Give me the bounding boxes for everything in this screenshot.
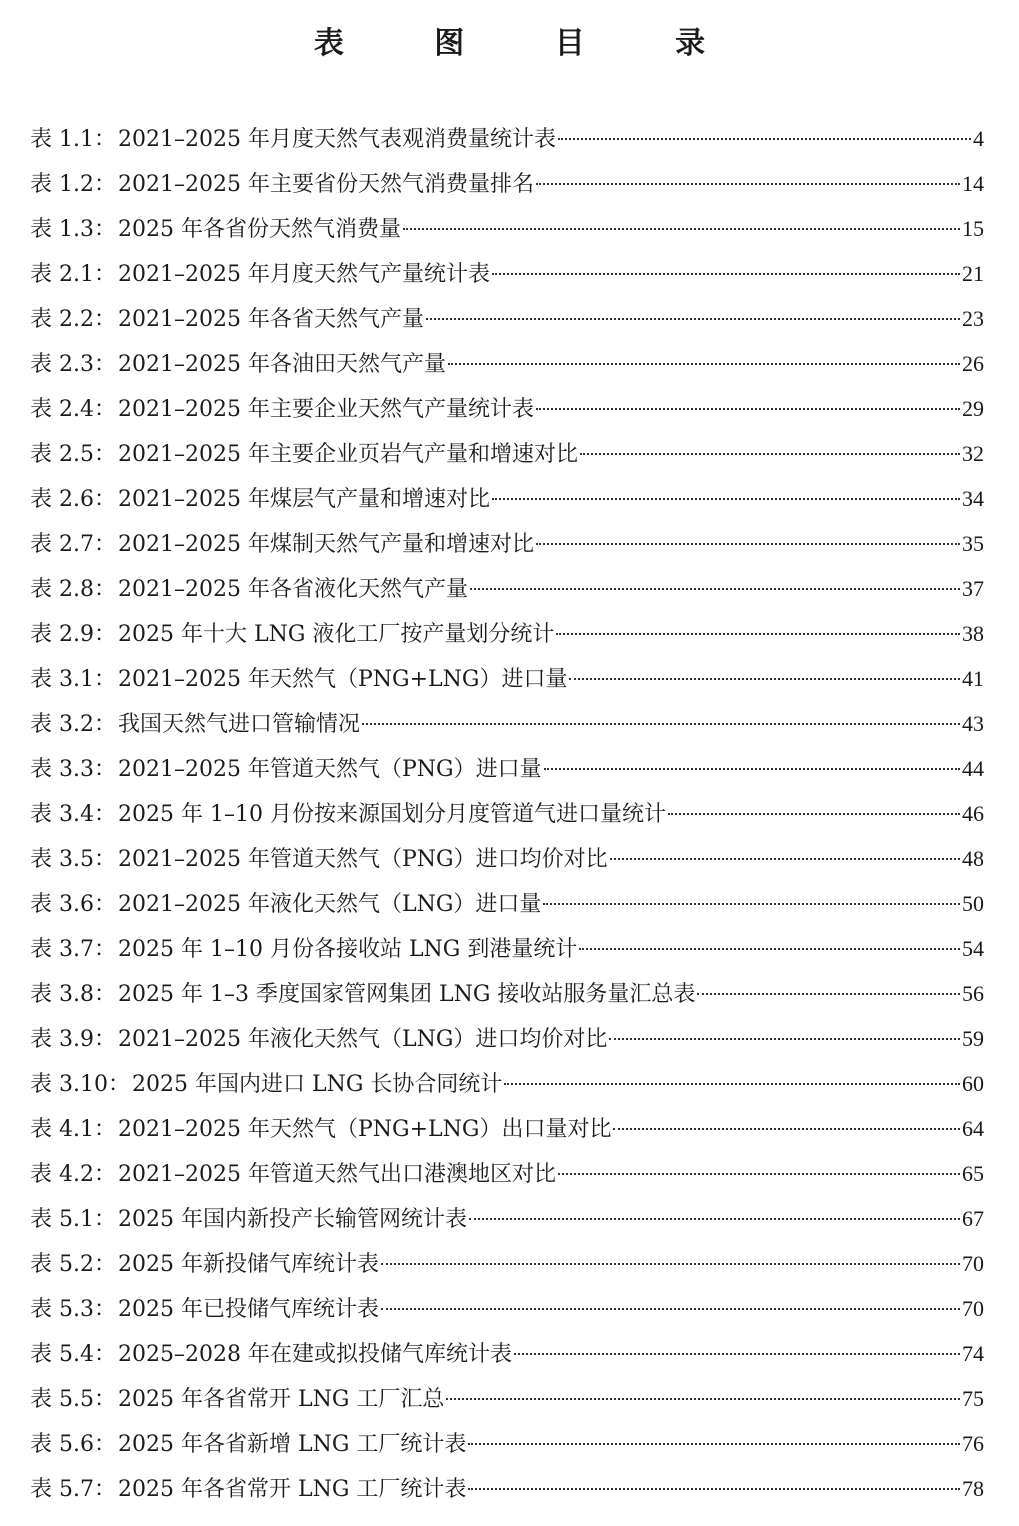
toc-entry-separator: ： bbox=[93, 487, 116, 512]
toc-entry-separator: ： bbox=[93, 262, 116, 287]
toc-dot-leader bbox=[610, 858, 960, 860]
toc-dot-leader bbox=[558, 138, 971, 140]
toc-entry-title: 2025 年 1–10 月份按来源国划分月度管道气进口量统计 bbox=[118, 802, 666, 827]
toc-entry[interactable] bbox=[30, 971, 984, 1016]
toc-dot-leader bbox=[469, 1218, 960, 1220]
toc-entry-label: 表 2.3 bbox=[30, 352, 94, 377]
toc-entry-page-number: 41 bbox=[962, 666, 984, 691]
toc-entry-page-number: 43 bbox=[962, 711, 984, 736]
toc-entry-label: 表 1.3 bbox=[30, 217, 94, 242]
toc-entry-title: 2021–2025 年月度天然气表观消费量统计表 bbox=[118, 127, 556, 152]
toc-entry[interactable] bbox=[30, 1376, 984, 1421]
toc-entry-label: 表 2.9 bbox=[30, 622, 94, 647]
toc-entry-title: 2021–2025 年主要企业天然气产量统计表 bbox=[118, 397, 534, 422]
toc-entry-page-number: 44 bbox=[962, 756, 984, 781]
toc-entry-label: 表 2.2 bbox=[30, 307, 94, 332]
toc-entry-page-number: 21 bbox=[962, 261, 984, 286]
toc-entry-label: 表 1.1 bbox=[30, 127, 94, 152]
toc-entry-separator: ： bbox=[93, 307, 116, 332]
toc-entry-title: 我国天然气进口管输情况 bbox=[118, 712, 361, 737]
toc-entry-page-number: 78 bbox=[962, 1476, 984, 1501]
toc-dot-leader bbox=[613, 1128, 960, 1130]
toc-dot-leader bbox=[536, 543, 960, 545]
toc-dot-leader bbox=[558, 1173, 960, 1175]
toc-entry-page-number: 59 bbox=[962, 1026, 984, 1051]
toc-entry-label: 表 3.9 bbox=[30, 1027, 94, 1052]
toc-entry[interactable] bbox=[30, 296, 984, 341]
toc-entry-title: 2021–2025 年月度天然气产量统计表 bbox=[118, 262, 490, 287]
toc-entry-label: 表 5.4 bbox=[30, 1342, 94, 1367]
toc-entry-label: 表 3.4 bbox=[30, 802, 94, 827]
toc-entry-page-number: 35 bbox=[962, 531, 984, 556]
toc-entry[interactable] bbox=[30, 341, 984, 386]
toc-entry-title: 2021–2025 年管道天然气（PNG）进口均价对比 bbox=[118, 847, 608, 872]
toc-entry-title: 2025–2028 年在建或拟投储气库统计表 bbox=[118, 1342, 512, 1367]
toc-entry-page-number: 15 bbox=[962, 216, 984, 241]
toc-entry-page-number: 54 bbox=[962, 936, 984, 961]
toc-entry-page-number: 60 bbox=[962, 1071, 984, 1096]
toc-entry-title: 2025 年已投储气库统计表 bbox=[118, 1297, 379, 1322]
toc-entry-label: 表 3.8 bbox=[30, 982, 94, 1007]
toc-entry-separator: ： bbox=[93, 802, 116, 827]
toc-dot-leader bbox=[446, 1398, 960, 1400]
toc-entry-separator: ： bbox=[93, 622, 116, 647]
toc-entry-separator: ： bbox=[93, 1342, 116, 1367]
toc-entry[interactable] bbox=[30, 1466, 984, 1511]
toc-entry-page-number: 4 bbox=[973, 126, 984, 151]
toc-entry[interactable] bbox=[30, 1196, 984, 1241]
toc-entry-separator: ： bbox=[93, 937, 116, 962]
toc-dot-leader bbox=[381, 1263, 960, 1265]
toc-dot-leader bbox=[579, 948, 960, 950]
toc-entry-label: 表 2.8 bbox=[30, 577, 94, 602]
toc-entry[interactable] bbox=[30, 566, 984, 611]
toc-entry[interactable] bbox=[30, 926, 984, 971]
toc-entry-title: 2021–2025 年天然气（PNG+LNG）出口量对比 bbox=[118, 1117, 612, 1142]
toc-entry-page-number: 34 bbox=[962, 486, 984, 511]
toc-entry-page-number: 64 bbox=[962, 1116, 984, 1141]
toc-entry[interactable] bbox=[30, 791, 984, 836]
toc-entry[interactable] bbox=[30, 161, 984, 206]
toc-entry-label: 表 2.4 bbox=[30, 397, 94, 422]
toc-entry-title: 2025 年各省新增 LNG 工厂统计表 bbox=[118, 1432, 467, 1457]
toc-dot-leader bbox=[544, 768, 960, 770]
toc-entry[interactable] bbox=[30, 116, 984, 161]
toc-entry-title: 2021–2025 年主要省份天然气消费量排名 bbox=[118, 172, 534, 197]
toc-entry-label: 表 3.10 bbox=[30, 1072, 108, 1097]
table-of-contents-list bbox=[30, 116, 984, 1511]
toc-entry-page-number: 38 bbox=[962, 621, 984, 646]
toc-entry-title: 2025 年国内进口 LNG 长协合同统计 bbox=[132, 1072, 503, 1097]
toc-entry-label: 表 2.1 bbox=[30, 262, 94, 287]
toc-entry-separator: ： bbox=[93, 442, 116, 467]
toc-entry-page-number: 29 bbox=[962, 396, 984, 421]
toc-entry-title: 2025 年十大 LNG 液化工厂按产量划分统计 bbox=[118, 622, 555, 647]
toc-dot-leader bbox=[668, 813, 960, 815]
toc-dot-leader bbox=[504, 1083, 960, 1085]
toc-entry-page-number: 65 bbox=[962, 1161, 984, 1186]
toc-entry-page-number: 37 bbox=[962, 576, 984, 601]
toc-dot-leader bbox=[556, 633, 960, 635]
toc-dot-leader bbox=[448, 363, 960, 365]
toc-entry-title: 2021–2025 年管道天然气（PNG）进口量 bbox=[118, 757, 542, 782]
toc-entry-title: 2021–2025 年液化天然气（LNG）进口均价对比 bbox=[118, 1027, 608, 1052]
toc-entry-page-number: 74 bbox=[962, 1341, 984, 1366]
toc-entry-title: 2021–2025 年各油田天然气产量 bbox=[118, 352, 446, 377]
toc-entry[interactable] bbox=[30, 521, 984, 566]
toc-entry-label: 表 2.5 bbox=[30, 442, 94, 467]
toc-entry-separator: ： bbox=[93, 532, 116, 557]
toc-dot-leader bbox=[381, 1308, 960, 1310]
toc-entry-title: 2025 年 1–3 季度国家管网集团 LNG 接收站服务量汇总表 bbox=[118, 982, 696, 1007]
toc-entry[interactable] bbox=[30, 836, 984, 881]
toc-entry[interactable] bbox=[30, 611, 984, 656]
toc-entry-separator: ： bbox=[93, 352, 116, 377]
toc-entry-page-number: 26 bbox=[962, 351, 984, 376]
toc-entry-label: 表 1.2 bbox=[30, 172, 94, 197]
toc-dot-leader bbox=[569, 678, 960, 680]
toc-entry-label: 表 3.3 bbox=[30, 757, 94, 782]
toc-entry-title: 2021–2025 年煤层气产量和增速对比 bbox=[118, 487, 490, 512]
toc-dot-leader bbox=[514, 1353, 960, 1355]
toc-entry-page-number: 48 bbox=[962, 846, 984, 871]
toc-entry-separator: ： bbox=[93, 982, 116, 1007]
toc-entry-title: 2025 年各省常开 LNG 工厂统计表 bbox=[118, 1477, 467, 1502]
toc-dot-leader bbox=[470, 588, 960, 590]
toc-entry-label: 表 5.7 bbox=[30, 1477, 94, 1502]
toc-entry-title: 2021–2025 年各省天然气产量 bbox=[118, 307, 424, 332]
toc-dot-leader bbox=[492, 498, 960, 500]
toc-entry-page-number: 50 bbox=[962, 891, 984, 916]
toc-dot-leader bbox=[580, 453, 960, 455]
toc-entry-separator: ： bbox=[93, 127, 116, 152]
toc-entry-page-number: 67 bbox=[962, 1206, 984, 1231]
toc-entry-label: 表 5.5 bbox=[30, 1387, 94, 1412]
toc-entry-separator: ： bbox=[93, 217, 116, 242]
toc-entry-separator: ： bbox=[93, 667, 116, 692]
toc-entry-title: 2021–2025 年天然气（PNG+LNG）进口量 bbox=[118, 667, 568, 692]
toc-entry[interactable] bbox=[30, 1061, 984, 1106]
toc-entry[interactable] bbox=[30, 701, 984, 746]
toc-entry-label: 表 4.1 bbox=[30, 1117, 94, 1142]
toc-entry-separator: ： bbox=[93, 397, 116, 422]
toc-entry[interactable] bbox=[30, 1016, 984, 1061]
toc-entry-label: 表 3.2 bbox=[30, 712, 94, 737]
toc-dot-leader bbox=[362, 723, 960, 725]
toc-entry[interactable] bbox=[30, 476, 984, 521]
toc-entry-title: 2025 年国内新投产长输管网统计表 bbox=[118, 1207, 467, 1232]
toc-entry-separator: ： bbox=[93, 1117, 116, 1142]
toc-entry-separator: ： bbox=[93, 172, 116, 197]
toc-entry-title: 2021–2025 年主要企业页岩气产量和增速对比 bbox=[118, 442, 578, 467]
toc-entry-page-number: 70 bbox=[962, 1296, 984, 1321]
toc-entry-page-number: 23 bbox=[962, 306, 984, 331]
toc-entry-separator: ： bbox=[93, 1252, 116, 1277]
toc-entry[interactable] bbox=[30, 1286, 984, 1331]
toc-entry-page-number: 75 bbox=[962, 1386, 984, 1411]
toc-entry-label: 表 3.6 bbox=[30, 892, 94, 917]
toc-entry[interactable] bbox=[30, 1421, 984, 1466]
toc-dot-leader bbox=[468, 1488, 960, 1490]
toc-entry[interactable] bbox=[30, 206, 984, 251]
toc-entry-separator: ： bbox=[93, 1477, 116, 1502]
toc-entry-separator: ： bbox=[93, 577, 116, 602]
toc-entry-separator: ： bbox=[93, 1432, 116, 1457]
toc-entry-separator: ： bbox=[93, 847, 116, 872]
toc-entry-label: 表 4.2 bbox=[30, 1162, 94, 1187]
toc-entry-title: 2025 年各省份天然气消费量 bbox=[118, 217, 401, 242]
toc-entry-page-number: 14 bbox=[962, 171, 984, 196]
toc-dot-leader bbox=[536, 408, 960, 410]
toc-dot-leader bbox=[543, 903, 960, 905]
toc-entry-separator: ： bbox=[93, 1207, 116, 1232]
toc-entry-label: 表 3.7 bbox=[30, 937, 94, 962]
toc-entry-separator: ： bbox=[93, 1387, 116, 1412]
toc-entry[interactable] bbox=[30, 1331, 984, 1376]
toc-entry-page-number: 70 bbox=[962, 1251, 984, 1276]
toc-entry[interactable] bbox=[30, 1106, 984, 1151]
toc-entry[interactable] bbox=[30, 1241, 984, 1286]
toc-entry[interactable] bbox=[30, 746, 984, 791]
toc-entry-label: 表 5.2 bbox=[30, 1252, 94, 1277]
toc-dot-leader bbox=[492, 273, 960, 275]
toc-entry-separator: ： bbox=[107, 1072, 130, 1097]
toc-entry-label: 表 3.1 bbox=[30, 667, 94, 692]
toc-entry-title: 2025 年 1–10 月份各接收站 LNG 到港量统计 bbox=[118, 937, 578, 962]
toc-entry[interactable] bbox=[30, 1151, 984, 1196]
toc-entry[interactable] bbox=[30, 251, 984, 296]
toc-entry-separator: ： bbox=[93, 1027, 116, 1052]
toc-entry[interactable] bbox=[30, 656, 984, 701]
toc-entry-separator: ： bbox=[93, 1162, 116, 1187]
toc-entry[interactable] bbox=[30, 386, 984, 431]
toc-entry-title: 2021–2025 年煤制天然气产量和增速对比 bbox=[118, 532, 534, 557]
toc-dot-leader bbox=[697, 993, 960, 995]
toc-entry-label: 表 5.1 bbox=[30, 1207, 94, 1232]
toc-entry-page-number: 76 bbox=[962, 1431, 984, 1456]
toc-entry-title: 2021–2025 年液化天然气（LNG）进口量 bbox=[118, 892, 542, 917]
toc-entry-label: 表 5.6 bbox=[30, 1432, 94, 1457]
toc-entry[interactable] bbox=[30, 881, 984, 926]
toc-entry-page-number: 32 bbox=[962, 441, 984, 466]
toc-entry-separator: ： bbox=[93, 892, 116, 917]
toc-dot-leader bbox=[468, 1443, 960, 1445]
toc-entry-label: 表 2.6 bbox=[30, 487, 94, 512]
toc-entry-separator: ： bbox=[93, 1297, 116, 1322]
toc-entry-page-number: 46 bbox=[962, 801, 984, 826]
toc-entry-title: 2021–2025 年管道天然气出口港澳地区对比 bbox=[118, 1162, 556, 1187]
page-title: 表 图 目 录 bbox=[313, 26, 746, 61]
toc-entry-separator: ： bbox=[93, 712, 116, 737]
toc-entry-title: 2025 年各省常开 LNG 工厂汇总 bbox=[118, 1387, 445, 1412]
toc-entry-label: 表 5.3 bbox=[30, 1297, 94, 1322]
toc-entry[interactable] bbox=[30, 431, 984, 476]
toc-dot-leader bbox=[609, 1038, 960, 1040]
toc-dot-leader bbox=[403, 228, 960, 230]
toc-entry-label: 表 3.5 bbox=[30, 847, 94, 872]
toc-dot-leader bbox=[426, 318, 960, 320]
toc-dot-leader bbox=[536, 183, 960, 185]
toc-entry-label: 表 2.7 bbox=[30, 532, 94, 557]
toc-entry-page-number: 56 bbox=[962, 981, 984, 1006]
toc-entry-title: 2021–2025 年各省液化天然气产量 bbox=[118, 577, 468, 602]
toc-entry-separator: ： bbox=[93, 757, 116, 782]
toc-entry-title: 2025 年新投储气库统计表 bbox=[118, 1252, 379, 1277]
